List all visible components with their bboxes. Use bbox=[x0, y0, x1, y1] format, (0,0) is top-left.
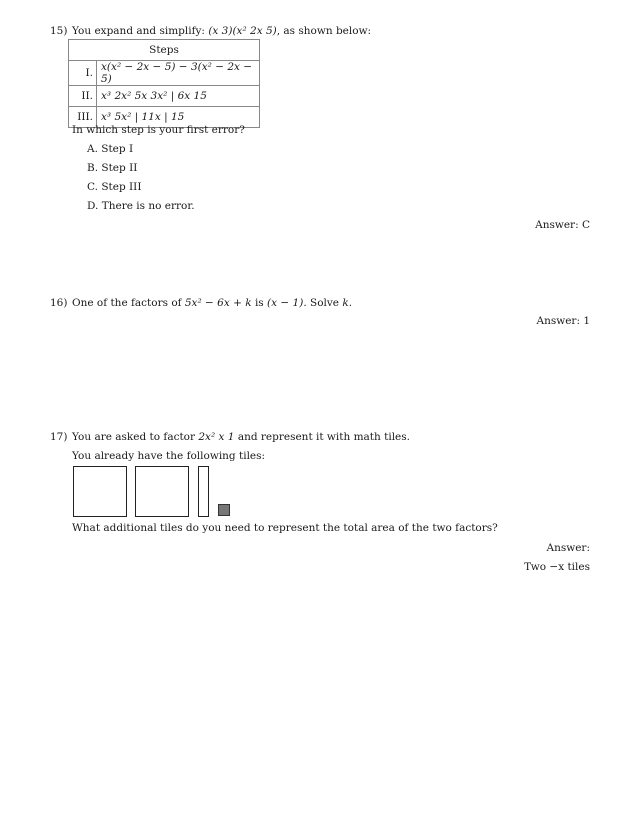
q16-text-c: Solve bbox=[310, 297, 340, 309]
table-row bbox=[69, 86, 260, 107]
q17-answer-label: Answer: bbox=[546, 542, 590, 554]
option-d: D. There is no error. bbox=[87, 200, 195, 212]
q17-question: What additional tiles do you need to represent the total area of the two factors? bbox=[72, 522, 498, 534]
q17-line2: You already have the following tiles: bbox=[72, 450, 266, 462]
step-expression: x(x² − 2x − 5) − 3(x² − 2x − 5) bbox=[97, 61, 260, 86]
step-label: III. bbox=[69, 107, 97, 128]
q15-answer: Answer: C bbox=[535, 219, 590, 231]
q16-expr-b: (x − 1). bbox=[267, 297, 307, 309]
q15-prompt-pre: You expand and simplify: bbox=[72, 25, 205, 37]
q16-expr-c: k bbox=[342, 297, 349, 309]
option-c: C. Step III bbox=[87, 181, 142, 193]
step-label: II. bbox=[69, 86, 97, 107]
q15-number: 15) bbox=[50, 25, 68, 37]
q15-prompt-post: , as shown below: bbox=[276, 25, 372, 37]
step-expression: x³ 5x² | 11x | 15 bbox=[97, 107, 260, 128]
q16-expr-a: 5x² − 6x + k bbox=[184, 297, 252, 309]
q15-prompt bbox=[72, 25, 371, 37]
option-a: A. Step I bbox=[87, 143, 134, 155]
steps-table-header: Steps bbox=[69, 40, 260, 61]
q17-expr-a: 2x² x 1 bbox=[198, 431, 235, 443]
steps-table bbox=[68, 39, 260, 128]
x-squared-tile bbox=[135, 466, 189, 517]
q17-prompt bbox=[72, 431, 410, 443]
q16-text-a: One of the factors of bbox=[72, 297, 182, 309]
option-b: B. Step II bbox=[87, 162, 138, 174]
q15-question: In which step is your first error? bbox=[72, 124, 245, 136]
q17-text-b: and represent it with math tiles. bbox=[237, 431, 410, 443]
q17-answer-value: Two −x tiles bbox=[524, 561, 590, 573]
q16-prompt: One of the factors of 5x² − 6x + k is (x − 1). Solve k. bbox=[72, 297, 353, 309]
q17-number: 17) bbox=[50, 431, 68, 443]
q16-text-b: is bbox=[254, 297, 264, 309]
q15-prompt-expr: (x 3)(x² 2x 5) bbox=[208, 25, 277, 37]
q16-number: 16) bbox=[50, 297, 68, 309]
step-expression: x³ 2x² 5x 3x² | 6x 15 bbox=[97, 86, 260, 107]
table-row bbox=[69, 61, 260, 86]
q17-text-a: You are asked to factor bbox=[72, 431, 196, 443]
q16-answer: Answer: 1 bbox=[536, 315, 590, 327]
x-tile bbox=[198, 466, 209, 517]
x-squared-tile bbox=[73, 466, 127, 517]
unit-tile bbox=[218, 504, 230, 516]
step-label: I. bbox=[69, 61, 97, 86]
